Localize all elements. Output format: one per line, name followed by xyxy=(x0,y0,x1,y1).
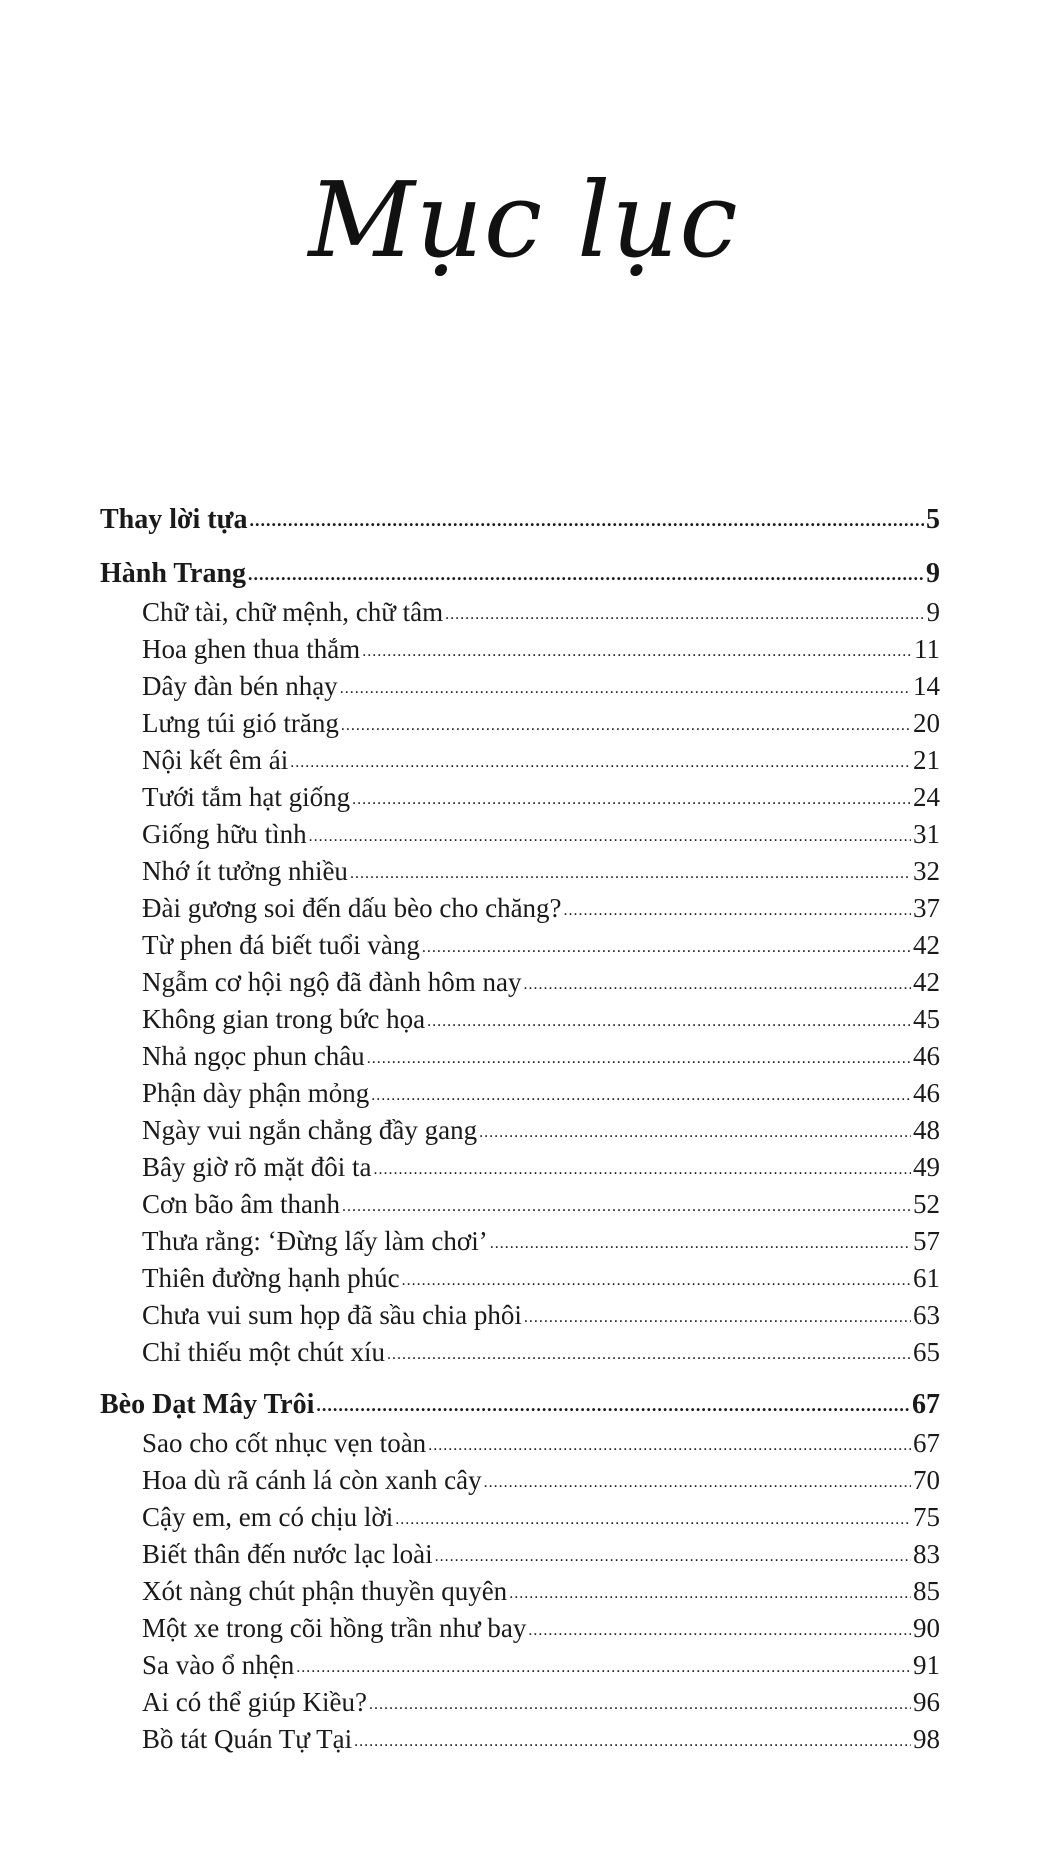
toc-entry-label: Nhớ ít tưởng nhiều xyxy=(142,856,348,886)
toc-entry-page: 42 xyxy=(913,967,940,997)
dot-leader xyxy=(402,1258,911,1299)
toc-entry-label: Từ phen đá biết tuổi vàng xyxy=(142,930,420,960)
toc-entry-label: Thưa rằng: ‘Đừng lấy làm chơi’ xyxy=(142,1226,488,1256)
toc-section-hanh-trang xyxy=(100,554,940,1371)
dot-leader xyxy=(248,552,924,594)
toc-entry[interactable] xyxy=(100,927,940,964)
toc-entry-page: 70 xyxy=(913,1465,940,1495)
dot-leader xyxy=(428,1423,911,1464)
toc-section-preface xyxy=(100,500,940,540)
dot-leader xyxy=(509,1571,911,1612)
dot-leader xyxy=(484,1460,911,1501)
toc-entry-page: 96 xyxy=(913,1687,940,1717)
toc-entry-label: Ngày vui ngắn chẳng đầy gang xyxy=(142,1115,478,1145)
toc-entry-page: 46 xyxy=(913,1078,940,1108)
dot-leader xyxy=(362,629,912,670)
dot-leader xyxy=(374,1147,912,1188)
dot-leader xyxy=(445,592,924,633)
dot-leader xyxy=(479,1110,911,1151)
toc-entry[interactable] xyxy=(100,1075,940,1112)
toc-heading-page: 5 xyxy=(926,504,940,535)
toc-entry-page: 24 xyxy=(913,782,940,812)
dot-leader xyxy=(341,703,911,744)
toc-entry-label: Sao cho cốt nhục vẹn toàn xyxy=(142,1428,427,1458)
dot-leader xyxy=(290,740,911,781)
toc-heading-label: Bèo Dạt Mây Trôi xyxy=(100,1389,315,1420)
dot-leader xyxy=(395,1497,911,1538)
toc-entry[interactable] xyxy=(100,964,940,1001)
toc-entry-label: Ai có thể giúp Kiều? xyxy=(142,1687,367,1717)
toc-entry-page: 45 xyxy=(913,1004,940,1034)
toc-entry-page: 63 xyxy=(913,1300,940,1330)
dot-leader xyxy=(427,999,911,1040)
toc-entry-page: 11 xyxy=(914,634,940,664)
toc-heading-label: Thay lời tựa xyxy=(100,504,248,535)
toc-entry-label: Biết thân đến nước lạc loài xyxy=(142,1539,433,1569)
toc-entry[interactable] xyxy=(100,1536,940,1573)
toc-entry[interactable] xyxy=(100,1223,940,1260)
toc-entry-page: 57 xyxy=(913,1226,940,1256)
toc-entry-label: Nội kết êm ái xyxy=(142,745,289,775)
toc-heading-row[interactable] xyxy=(100,500,940,540)
toc-entry-page: 9 xyxy=(926,597,940,627)
toc-entry-label: Không gian trong bức họa xyxy=(142,1004,426,1034)
toc-entry-page: 46 xyxy=(913,1041,940,1071)
toc-entry-label: Cơn bão âm thanh xyxy=(142,1189,340,1219)
toc-entry[interactable] xyxy=(100,1684,940,1721)
toc-entry-page: 85 xyxy=(913,1576,940,1606)
toc-entry-label: Đài gương soi đến dấu bèo cho chăng? xyxy=(142,893,562,923)
toc-entry[interactable] xyxy=(100,1112,940,1149)
toc-entry[interactable] xyxy=(100,1260,940,1297)
toc-entry-page: 52 xyxy=(913,1189,940,1219)
toc-entry-page: 98 xyxy=(913,1724,940,1754)
toc-entry[interactable] xyxy=(100,594,940,631)
toc-entry-label: Chữ tài, chữ mệnh, chữ tâm xyxy=(142,597,444,627)
toc-entry-label: Bồ tát Quán Tự Tại xyxy=(142,1724,353,1754)
toc-entry[interactable] xyxy=(100,1610,940,1647)
toc-entry[interactable] xyxy=(100,1647,940,1684)
toc-entry[interactable] xyxy=(100,890,940,927)
dot-leader xyxy=(296,1645,911,1686)
dot-leader xyxy=(340,666,911,707)
toc-entry-label: Lưng túi gió trăng xyxy=(142,708,339,738)
dot-leader xyxy=(524,1295,911,1336)
toc-entry-label: Sa vào ổ nhện xyxy=(142,1650,295,1680)
toc-entry-label: Một xe trong cõi hồng trần như bay xyxy=(142,1613,527,1643)
toc-heading-page: 67 xyxy=(912,1389,940,1420)
toc-entry[interactable] xyxy=(100,1149,940,1186)
toc-entry-page: 61 xyxy=(913,1263,940,1293)
toc-entry-page: 49 xyxy=(913,1152,940,1182)
dot-leader xyxy=(316,1383,910,1425)
dot-leader xyxy=(422,925,911,966)
toc-entry-page: 21 xyxy=(913,745,940,775)
dot-leader xyxy=(371,1073,911,1114)
toc-entry[interactable] xyxy=(100,779,940,816)
page-title: Mục lục xyxy=(308,159,739,281)
dot-leader xyxy=(564,888,911,929)
toc-entry[interactable] xyxy=(100,742,940,779)
toc-entry-page: 20 xyxy=(913,708,940,738)
toc-entry-page: 42 xyxy=(913,930,940,960)
toc-entry-page: 37 xyxy=(913,893,940,923)
dot-leader xyxy=(369,1682,911,1723)
dot-leader xyxy=(342,1184,911,1225)
dot-leader xyxy=(309,814,911,855)
dot-leader xyxy=(354,1719,911,1760)
toc-entry-label: Chưa vui sum họp đã sầu chia phôi xyxy=(142,1300,522,1330)
toc-entry-label: Dây đàn bén nhạy xyxy=(142,671,338,701)
toc-entry-page: 67 xyxy=(913,1428,940,1458)
toc-heading-row[interactable] xyxy=(100,554,940,594)
toc-entry-label: Tưới tắm hạt giống xyxy=(142,782,351,812)
toc-entry-label: Giống hữu tình xyxy=(142,819,307,849)
toc-entry[interactable] xyxy=(100,1721,940,1758)
toc-entry[interactable] xyxy=(100,1297,940,1334)
toc-entry[interactable] xyxy=(100,1186,940,1223)
toc-entry-page: 83 xyxy=(913,1539,940,1569)
toc-entry-page: 90 xyxy=(913,1613,940,1643)
toc-entry-page: 91 xyxy=(913,1650,940,1680)
toc-entry[interactable] xyxy=(100,1001,940,1038)
toc-entry[interactable] xyxy=(100,1573,940,1610)
dot-leader xyxy=(352,777,911,818)
toc-entry-page: 48 xyxy=(913,1115,940,1145)
dot-leader xyxy=(387,1332,911,1373)
toc-entry-label: Phận dày phận mỏng xyxy=(142,1078,370,1108)
toc-entry[interactable] xyxy=(100,705,940,742)
toc-entry[interactable] xyxy=(100,631,940,668)
toc-entry-label: Xót nàng chút phận thuyền quyên xyxy=(142,1576,508,1606)
toc-entry[interactable] xyxy=(100,1462,940,1499)
toc-entry[interactable] xyxy=(100,1334,940,1371)
toc-entry[interactable] xyxy=(100,853,940,890)
toc-entry-page: 65 xyxy=(913,1337,940,1367)
dot-leader xyxy=(528,1608,911,1649)
toc-entry[interactable] xyxy=(100,1499,940,1536)
toc-entry-label: Bây giờ rõ mặt đôi ta xyxy=(142,1152,372,1182)
dot-leader xyxy=(249,498,924,540)
toc-heading-label: Hành Trang xyxy=(100,558,247,589)
toc-entry[interactable] xyxy=(100,1038,940,1075)
dot-leader xyxy=(523,962,911,1003)
toc-entry[interactable] xyxy=(100,668,940,705)
dot-leader xyxy=(490,1221,911,1262)
toc-entry[interactable] xyxy=(100,816,940,853)
dot-leader xyxy=(350,851,911,892)
toc-entry-label: Hoa ghen thua thắm xyxy=(142,634,361,664)
toc-entry-label: Hoa dù rã cánh lá còn xanh cây xyxy=(142,1465,482,1495)
toc-entry-label: Chỉ thiếu một chút xíu xyxy=(142,1337,385,1367)
toc-entry[interactable] xyxy=(100,1425,940,1462)
dot-leader xyxy=(435,1534,911,1575)
toc-entry-label: Cậy em, em có chịu lời xyxy=(142,1502,394,1532)
toc-entry-page: 14 xyxy=(913,671,940,701)
toc-section-beo-dat-may-troi xyxy=(100,1385,940,1758)
toc-entry-label: Thiên đường hạnh phúc xyxy=(142,1263,400,1293)
table-of-contents xyxy=(100,500,940,1758)
toc-heading-row[interactable] xyxy=(100,1385,940,1425)
toc-entry-label: Nhả ngọc phun châu xyxy=(142,1041,365,1071)
toc-entry-label: Ngẫm cơ hội ngộ đã đành hôm nay xyxy=(142,967,522,997)
toc-entry-page: 32 xyxy=(913,856,940,886)
toc-entry-page: 75 xyxy=(913,1502,940,1532)
toc-heading-page: 9 xyxy=(926,558,940,589)
dot-leader xyxy=(367,1036,911,1077)
toc-entry-page: 31 xyxy=(913,819,940,849)
